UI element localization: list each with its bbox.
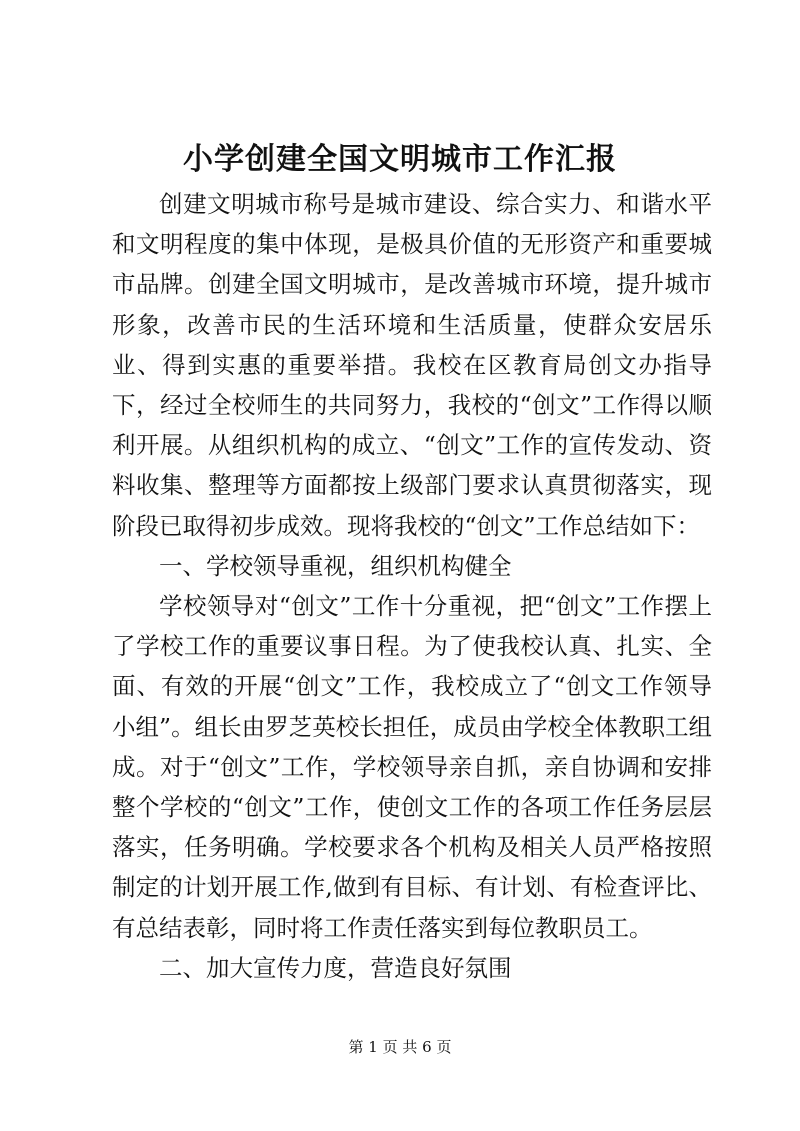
section-heading-1: 一、学校领导重视，组织机构健全: [159, 551, 512, 580]
document-title: 小学创建全国文明城市工作汇报: [183, 142, 617, 177]
page-number-footer: 第 1 页 共 6 页: [348, 1038, 452, 1056]
section-1-paragraph: 学校领导对“创文”工作十分重视，把“创文”工作摆上了学校工作的重要议事日程。为了使我校认真、扎实、全面、有效的开展“创文”工作，我校成立了“创文工作领导小组”。组长由罗芝英校长担任，成员由学校全体教职工组成。对于“创文”工作，学校领导亲自抓，亲自协调和安排整个学校的“创文”工作，使创文工作的各项工作任务层层落实，任务明确。学校要求各个机构及相关人员严格按照制定的计划开展工作,做到有目标、有计划、有检查评比、有总结表彰，同时将工作责任落实到每位教职员工。: [112, 592, 712, 942]
section-heading-2: 二、加大宣传力度，营造良好氛围: [159, 953, 512, 982]
document-body: [112, 184, 712, 988]
intro-paragraph: 创建文明城市称号是城市建设、综合实力、和谐水平和文明程度的集中体现，是极具价值的无形资产和重要城市品牌。创建全国文明城市，是改善城市环境，提升城市形象，改善市民的生活环境和生活质量，使群众安居乐业、得到实惠的重要举措。我校在区教育局创文办指导下，经过全校师生的共同努力，我校的“创文”工作得以顺利开展。从组织机构的成立、“创文”工作的宣传发动、资料收集、整理等方面都按上级部门要求认真贯彻落实，现阶段已取得初步成效。现将我校的“创文”工作总结如下：: [112, 190, 712, 540]
